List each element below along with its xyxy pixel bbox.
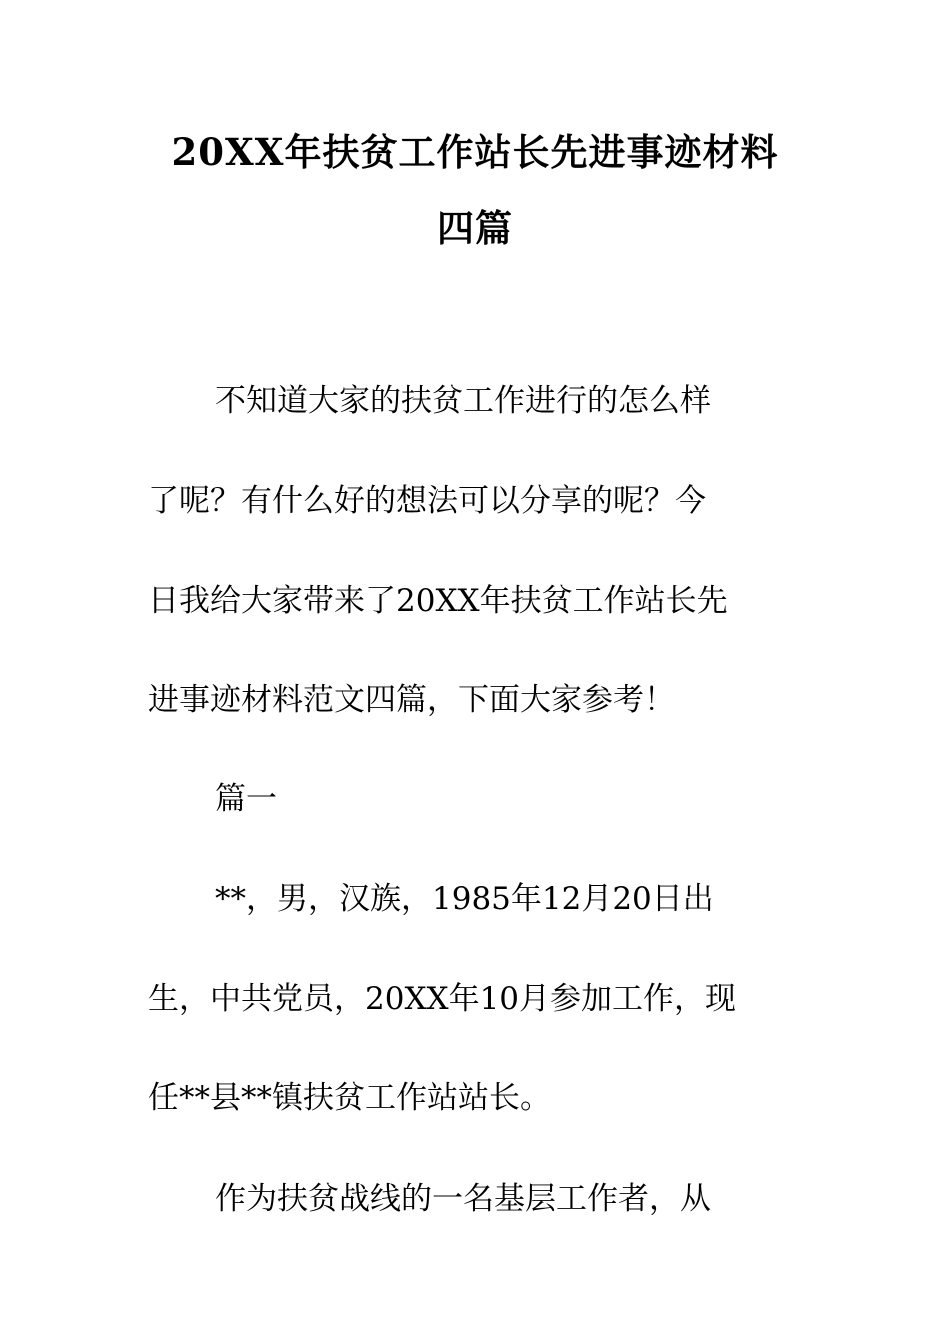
paragraph-line: 生，中共党员，20XX年10月参加工作，现 — [148, 981, 737, 1017]
section-heading: 篇一 — [215, 781, 277, 817]
document-title-line-1: 20XX年扶贫工作站长先进事迹材料 — [171, 130, 779, 174]
paragraph-line: 不知道大家的扶贫工作进行的怎么样 — [215, 383, 711, 419]
paragraph-line: 任**县**镇扶贫工作站站长。 — [148, 1080, 551, 1116]
paragraph-line: 了呢？有什么好的想法可以分享的呢？今 — [148, 483, 706, 519]
paragraph-line: 作为扶贫战线的一名基层工作者，从 — [215, 1181, 711, 1217]
paragraph-line: 日我给大家带来了20XX年扶贫工作站长先 — [148, 583, 728, 619]
document-title-line-2: 四篇 — [437, 206, 513, 250]
paragraph-line: **，男，汉族，1985年12月20日出 — [215, 881, 714, 917]
paragraph-line: 进事迹材料范文四篇，下面大家参考！ — [148, 682, 675, 718]
